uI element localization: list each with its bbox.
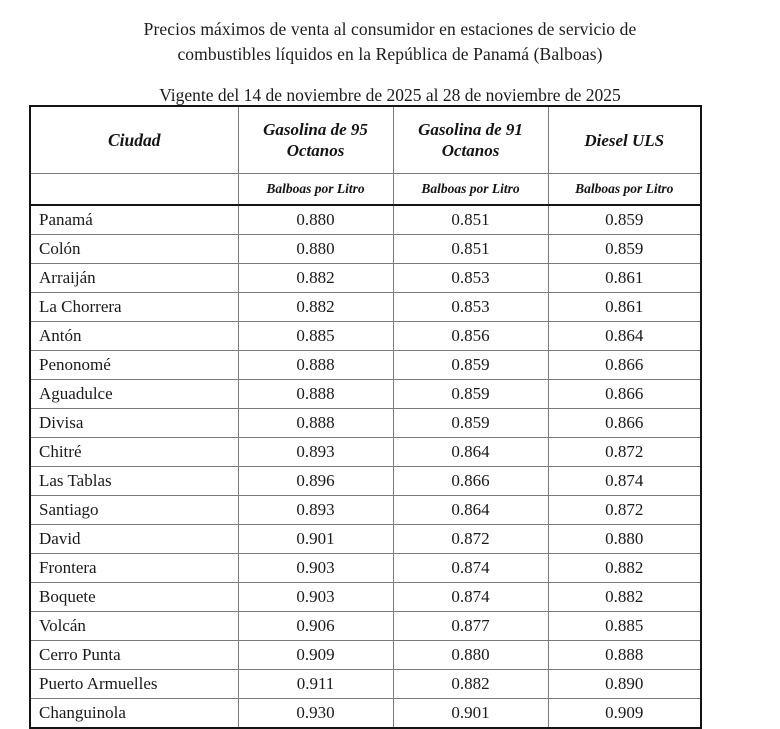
table-row — [30, 525, 701, 554]
fuel-price-table — [29, 105, 702, 729]
table-row — [30, 380, 701, 409]
table-row — [30, 554, 701, 583]
cell-gasolina-95: 0.896 — [238, 467, 393, 496]
cell-gasolina-95: 0.911 — [238, 670, 393, 699]
cell-city: Changuinola — [30, 699, 238, 729]
cell-diesel-uls: 0.888 — [548, 641, 701, 670]
cell-diesel-uls: 0.866 — [548, 409, 701, 438]
document-title-line-2: combustibles líquidos en la República de Panamá (Balboas) — [177, 44, 603, 64]
column-subheader-gasolina-91-units: Balboas por Litro — [393, 174, 548, 206]
cell-gasolina-95: 0.901 — [238, 525, 393, 554]
table-row — [30, 467, 701, 496]
table-header-row-units — [30, 174, 701, 206]
cell-city: Colón — [30, 235, 238, 264]
cell-gasolina-91: 0.901 — [393, 699, 548, 729]
cell-gasolina-91: 0.859 — [393, 380, 548, 409]
cell-diesel-uls: 0.861 — [548, 264, 701, 293]
column-subheader-diesel-units: Balboas por Litro — [548, 174, 701, 206]
cell-city: Cerro Punta — [30, 641, 238, 670]
cell-diesel-uls: 0.859 — [548, 235, 701, 264]
table-row — [30, 322, 701, 351]
table-body — [30, 205, 701, 728]
cell-gasolina-95: 0.885 — [238, 322, 393, 351]
cell-diesel-uls: 0.872 — [548, 496, 701, 525]
table-row — [30, 235, 701, 264]
cell-city: Chitré — [30, 438, 238, 467]
cell-diesel-uls: 0.890 — [548, 670, 701, 699]
price-table-container — [29, 105, 700, 729]
cell-diesel-uls: 0.866 — [548, 380, 701, 409]
cell-gasolina-95: 0.882 — [238, 264, 393, 293]
cell-gasolina-91: 0.880 — [393, 641, 548, 670]
cell-gasolina-91: 0.874 — [393, 583, 548, 612]
table-row — [30, 496, 701, 525]
cell-diesel-uls: 0.909 — [548, 699, 701, 729]
cell-gasolina-95: 0.893 — [238, 496, 393, 525]
cell-city: Antón — [30, 322, 238, 351]
cell-gasolina-95: 0.909 — [238, 641, 393, 670]
document-title-block — [0, 0, 780, 107]
column-header-diesel-uls: Diesel ULS — [548, 106, 701, 174]
cell-city: Las Tablas — [30, 467, 238, 496]
table-row — [30, 293, 701, 322]
column-header-gasolina-95: Gasolina de 95 Octanos — [238, 106, 393, 174]
cell-city: Penonomé — [30, 351, 238, 380]
clipped-footnote — [105, 699, 665, 707]
cell-gasolina-91: 0.851 — [393, 205, 548, 235]
cell-gasolina-95: 0.903 — [238, 554, 393, 583]
cell-diesel-uls: 0.882 — [548, 583, 701, 612]
cell-gasolina-95: 0.882 — [238, 293, 393, 322]
cell-city: La Chorrera — [30, 293, 238, 322]
table-row — [30, 351, 701, 380]
table-row — [30, 583, 701, 612]
column-header-city: Ciudad — [30, 106, 238, 174]
cell-city: Frontera — [30, 554, 238, 583]
column-subheader-city-blank — [30, 174, 238, 206]
cell-diesel-uls: 0.861 — [548, 293, 701, 322]
cell-gasolina-95: 0.888 — [238, 380, 393, 409]
cell-gasolina-91: 0.859 — [393, 409, 548, 438]
cell-gasolina-95: 0.880 — [238, 235, 393, 264]
cell-city: Boquete — [30, 583, 238, 612]
cell-diesel-uls: 0.864 — [548, 322, 701, 351]
table-row — [30, 612, 701, 641]
cell-diesel-uls: 0.874 — [548, 467, 701, 496]
cell-gasolina-91: 0.856 — [393, 322, 548, 351]
cell-gasolina-95: 0.906 — [238, 612, 393, 641]
cell-gasolina-91: 0.864 — [393, 496, 548, 525]
table-row — [30, 409, 701, 438]
cell-diesel-uls: 0.866 — [548, 351, 701, 380]
cell-gasolina-91: 0.864 — [393, 438, 548, 467]
cell-gasolina-95: 0.888 — [238, 351, 393, 380]
cell-gasolina-91: 0.853 — [393, 264, 548, 293]
cell-gasolina-95: 0.893 — [238, 438, 393, 467]
cell-diesel-uls: 0.882 — [548, 554, 701, 583]
cell-gasolina-91: 0.853 — [393, 293, 548, 322]
cell-gasolina-91: 0.877 — [393, 612, 548, 641]
cell-diesel-uls: 0.880 — [548, 525, 701, 554]
cell-diesel-uls: 0.859 — [548, 205, 701, 235]
cell-gasolina-91: 0.866 — [393, 467, 548, 496]
cell-gasolina-95: 0.903 — [238, 583, 393, 612]
cell-city: Volcán — [30, 612, 238, 641]
table-row — [30, 438, 701, 467]
column-header-gasolina-91: Gasolina de 91 Octanos — [393, 106, 548, 174]
table-header-row-main — [30, 106, 701, 174]
cell-city: Santiago — [30, 496, 238, 525]
table-row — [30, 670, 701, 699]
cell-city: Divisa — [30, 409, 238, 438]
cell-city: Puerto Armuelles — [30, 670, 238, 699]
table-row — [30, 641, 701, 670]
cell-city: Panamá — [30, 205, 238, 235]
cell-gasolina-91: 0.882 — [393, 670, 548, 699]
cell-diesel-uls: 0.885 — [548, 612, 701, 641]
document-title-line-1: Precios máximos de venta al consumidor en estaciones de servicio de — [143, 19, 637, 39]
table-header — [30, 106, 701, 205]
table-row — [30, 205, 701, 235]
column-subheader-gasolina-95-units: Balboas por Litro — [238, 174, 393, 206]
cell-city: David — [30, 525, 238, 554]
table-row — [30, 264, 701, 293]
cell-gasolina-95: 0.888 — [238, 409, 393, 438]
cell-diesel-uls: 0.872 — [548, 438, 701, 467]
cell-city: Arraiján — [30, 264, 238, 293]
document-validity-period: Vigente del 14 de noviembre de 2025 al 28 de noviembre de 2025 — [159, 85, 621, 105]
cell-gasolina-91: 0.872 — [393, 525, 548, 554]
cell-gasolina-91: 0.874 — [393, 554, 548, 583]
cell-gasolina-95: 0.930 — [238, 699, 393, 729]
cell-city: Aguadulce — [30, 380, 238, 409]
cell-gasolina-95: 0.880 — [238, 205, 393, 235]
cell-gasolina-91: 0.859 — [393, 351, 548, 380]
cell-gasolina-91: 0.851 — [393, 235, 548, 264]
